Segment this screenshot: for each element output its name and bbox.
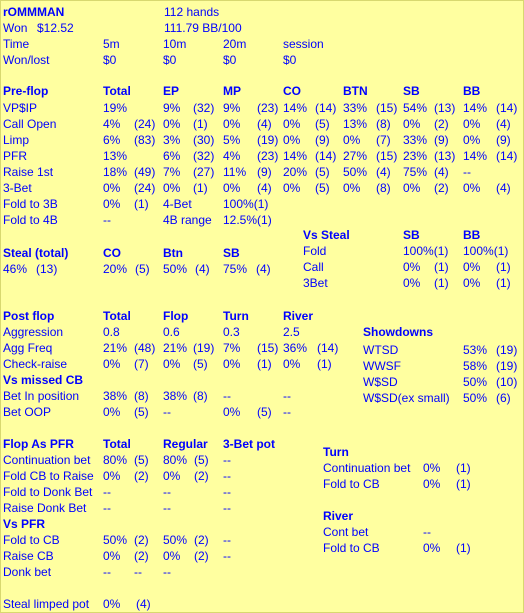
showdown-row-value: 53% [463,343,488,357]
vs-pfr-header: Vs PFR [3,517,46,531]
flop-pfr-row-label: Fold to Donk Bet [3,485,93,499]
flop-pfr-3bet-value: -- [223,485,231,499]
steal-col-btn: Btn [163,246,183,260]
preflop-header: Pre-flop [3,84,49,98]
preflop-cell-count: (9) [496,133,511,147]
aggression-flop: 0.6 [163,325,180,339]
agg-freq-value: 36% [283,341,308,355]
flop-pfr-3bet-value: -- [223,453,231,467]
preflop-total-count: (83) [134,133,156,147]
postflop-header: Post flop [3,309,55,323]
flop-pfr-total-value: -- [103,485,111,499]
preflop-cell-count: (5) [315,181,330,195]
showdown-row-count: (10) [496,375,518,389]
preflop-cell-value: -- [463,165,471,179]
preflop-total-value: 6% [103,133,121,147]
preflop-cell-count: (23) [257,149,279,163]
turn-header: Turn [323,445,349,459]
showdown-row-label: W$SD [363,375,398,389]
flop-pfr-3bet-value: -- [223,501,231,515]
aggression-total: 0.8 [103,325,120,339]
four-bet-range-label: 4B range [163,213,212,227]
showdown-row-label: WTSD [363,343,399,357]
preflop-total-count: (24) [134,117,156,131]
flop-pfr-total-value: 0% [103,469,121,483]
preflop-cell-value: 0% [223,181,241,195]
steal-cell-value: 75% [223,262,248,276]
check-raise-value: 0% [103,357,121,371]
preflop-cell-count: (30) [193,133,215,147]
preflop-cell-value: 75% [403,165,428,179]
vs-pfr-regular-count: (2) [194,549,209,563]
vs-steal-col-bb: BB [463,228,481,242]
steal-total-count: (13) [36,262,58,276]
vs-steal-bb-count: (1) [496,260,511,274]
postflop-col-river: River [283,309,314,323]
preflop-cell-value: 27% [343,149,368,163]
vs-pfr-row-label: Fold to CB [3,533,60,547]
preflop-col-mp: MP [223,84,241,98]
river-header: River [323,509,354,523]
agg-freq-value: 21% [163,341,188,355]
fold-to-3b-count: (1) [134,197,149,211]
preflop-cell-count: (9) [315,133,330,147]
time-10m: 10m [163,37,187,51]
vs-pfr-3bet-value: -- [223,533,231,547]
bet-in-position-value: -- [283,389,291,403]
preflop-col-bb: BB [463,84,481,98]
vs-pfr-row-label: Donk bet [3,565,52,579]
bet-oop-value: -- [283,405,291,419]
aggression-turn: 0.3 [223,325,240,339]
preflop-cell-count: (4) [496,117,511,131]
preflop-col-ep: EP [163,84,180,98]
four-bet-label: 4-Bet [163,197,192,211]
preflop-cell-count: (2) [434,181,449,195]
preflop-cell-count: (4) [257,117,272,131]
preflop-cell-value: 0% [163,117,181,131]
vs-pfr-total-count: (2) [134,549,149,563]
postflop-col-turn: Turn [223,309,249,323]
showdown-row-label: WWSF [363,359,401,373]
preflop-cell-value: 6% [163,149,181,163]
bet-in-position-count: (8) [134,389,149,403]
preflop-cell-count: (13) [434,101,456,115]
preflop-cell-count: (14) [496,101,518,115]
bet-in-position-label: Bet In position [3,389,80,403]
preflop-cell-count: (15) [376,149,398,163]
bet-in-position-value: 38% [163,389,188,403]
steal-cell-count: (4) [195,262,210,276]
check-raise-label: Check-raise [3,357,68,371]
preflop-row-label: 3-Bet [3,181,32,195]
steal-header: Steal (total) [3,246,69,260]
check-raise-value: 0% [283,357,301,371]
preflop-cell-count: (14) [496,149,518,163]
aggression-river: 2.5 [283,325,300,339]
preflop-cell-value: 0% [463,117,481,131]
vs-pfr-total-count: -- [134,565,142,579]
preflop-cell-count: (9) [257,165,272,179]
time-session: session [283,37,324,51]
wonlost-20m: $0 [223,53,237,67]
won-label: Won [3,21,28,35]
preflop-cell-value: 13% [343,117,368,131]
vs-pfr-regular-count: (2) [194,533,209,547]
preflop-cell-count: (9) [434,133,449,147]
flop-pfr-col-3bet-pot: 3-Bet pot [223,437,275,451]
steal-limped-count: (4) [136,597,151,611]
bet-oop-value: -- [163,405,171,419]
wonlost-5m: $0 [103,53,117,67]
preflop-cell-value: 0% [283,117,301,131]
preflop-cell-value: 0% [223,117,241,131]
vs-missed-cb-header: Vs missed CB [3,373,84,387]
preflop-col-co: CO [283,84,301,98]
showdown-row-count: (19) [496,359,518,373]
flop-pfr-3bet-value: -- [223,469,231,483]
flop-pfr-regular-value: 80% [163,453,188,467]
check-raise-count: (7) [134,357,149,371]
postflop-col-flop: Flop [163,309,189,323]
preflop-cell-value: 14% [283,149,308,163]
vs-pfr-total-value: 50% [103,533,128,547]
flop-pfr-col-regular: Regular [163,437,208,451]
vs-steal-row-label: Fold [303,244,327,258]
time-5m: 5m [103,37,120,51]
preflop-row-label: VP$IP [3,101,38,115]
preflop-cell-value: 11% [223,165,247,179]
vs-pfr-regular-value: 50% [163,533,188,547]
won-value: $12.52 [37,21,74,35]
check-raise-count: (1) [257,357,272,371]
vs-pfr-regular-value: 0% [163,549,181,563]
turn-row-label: Fold to CB [323,477,380,491]
four-bet-value: 100%(1) [223,197,269,211]
bet-oop-count: (5) [257,405,272,419]
preflop-cell-value: 0% [463,181,481,195]
preflop-cell-value: 7% [163,165,181,179]
check-raise-value: 0% [163,357,181,371]
preflop-cell-count: (23) [257,101,279,115]
preflop-cell-value: 0% [283,133,301,147]
time-20m: 20m [223,37,247,51]
showdown-row-value: 50% [463,391,488,405]
bet-oop-count: (5) [134,405,149,419]
steal-total-value: 46% [3,262,28,276]
preflop-cell-value: 33% [343,101,368,115]
showdown-row-value: 58% [463,359,488,373]
preflop-cell-count: (7) [376,133,391,147]
preflop-cell-value: 14% [463,101,488,115]
bet-in-position-value: 38% [103,389,128,403]
preflop-cell-value: 14% [463,149,488,163]
agg-freq-count: (15) [257,341,279,355]
flop-pfr-regular-value: -- [163,485,171,499]
four-bet-range-value: 12.5%(1) [223,213,272,227]
agg-freq-count: (48) [134,341,156,355]
steal-col-co: CO [103,246,121,260]
flop-pfr-total-count: (2) [134,469,149,483]
player-name: rOMMMAN [3,5,65,19]
preflop-cell-value: 3% [163,133,181,147]
preflop-cell-count: (8) [376,181,391,195]
flop-pfr-header: Flop As PFR [3,437,74,451]
preflop-col-total: Total [103,84,131,98]
flop-pfr-regular-value: 0% [163,469,181,483]
preflop-total-count: (49) [134,165,156,179]
wonlost-session: $0 [283,53,297,67]
check-raise-value: 0% [223,357,241,371]
preflop-row-label: Call Open [3,117,57,131]
preflop-cell-value: 0% [463,133,481,147]
preflop-cell-value: 23% [403,149,428,163]
preflop-total-value: 0% [103,181,121,195]
wonlost-10m: $0 [163,53,177,67]
preflop-total-value: 13% [103,149,128,163]
flop-pfr-total-value: 80% [103,453,128,467]
time-label: Time [3,37,30,51]
flop-pfr-regular-value: -- [163,501,171,515]
preflop-cell-count: (13) [434,149,456,163]
vs-pfr-total-value: -- [103,565,111,579]
preflop-cell-value: 0% [343,133,361,147]
vs-pfr-total-count: (2) [134,533,149,547]
flop-pfr-regular-count: (2) [194,469,209,483]
check-raise-count: (5) [193,357,208,371]
turn-row-value: 0% [423,477,441,491]
vs-pfr-row-label: Raise CB [3,549,54,563]
fold-to-3b-label: Fold to 3B [3,197,58,211]
preflop-total-count: (24) [134,181,156,195]
vs-steal-col-sb: SB [403,228,420,242]
check-raise-count: (1) [317,357,332,371]
preflop-total-value: 4% [103,117,121,131]
steal-cell-value: 50% [163,262,188,276]
flop-pfr-total-value: -- [103,501,111,515]
preflop-cell-value: 0% [343,181,361,195]
preflop-cell-value: 33% [403,133,428,147]
vs-steal-bb-value: 0% [463,276,481,290]
flop-pfr-total-count: (5) [134,453,149,467]
preflop-cell-count: (4) [434,165,449,179]
fold-to-3b-value: 0% [103,197,121,211]
bet-oop-value: 0% [103,405,121,419]
agg-freq-count: (14) [317,341,339,355]
steal-cell-value: 20% [103,262,128,276]
showdown-row-count: (19) [496,343,518,357]
river-row-value: -- [423,525,431,539]
hands-count: 112 hands [164,5,220,19]
river-row-count: (1) [456,541,471,555]
river-row-label: Cont bet [323,525,369,539]
flop-pfr-regular-count: (5) [194,453,209,467]
preflop-cell-value: 14% [283,101,308,115]
preflop-cell-value: 20% [283,165,308,179]
preflop-cell-count: (19) [257,133,279,147]
river-row-label: Fold to CB [323,541,380,555]
preflop-cell-value: 5% [223,133,241,147]
preflop-cell-value: 0% [403,181,421,195]
vs-steal-sb-count: (1) [434,276,449,290]
preflop-cell-value: 9% [223,101,241,115]
vs-steal-header: Vs Steal [303,228,350,242]
preflop-cell-count: (4) [376,165,391,179]
vs-pfr-regular-value: -- [163,565,171,579]
preflop-col-btn: BTN [343,84,368,98]
preflop-cell-count: (14) [315,149,337,163]
preflop-row-label: Raise 1st [3,165,54,179]
vs-pfr-total-value: 0% [103,549,121,563]
preflop-cell-value: 50% [343,165,368,179]
bet-oop-value: 0% [223,405,241,419]
showdown-row-count: (6) [496,391,511,405]
preflop-cell-count: (4) [257,181,272,195]
steal-col-sb: SB [223,246,240,260]
agg-freq-label: Agg Freq [3,341,53,355]
agg-freq-value: 7% [223,341,241,355]
wonlost-label: Won/lost [3,53,50,67]
preflop-cell-count: (32) [193,149,215,163]
preflop-cell-count: (5) [315,165,330,179]
flop-pfr-row-label: Continuation bet [3,453,91,467]
vs-steal-bb-value: 100%(1) [463,244,509,258]
bet-in-position-count: (8) [193,389,208,403]
postflop-col-total: Total [103,309,131,323]
turn-row-count: (1) [456,461,471,475]
flop-pfr-col-total: Total [103,437,131,451]
preflop-cell-count: (1) [193,181,208,195]
vs-steal-bb-value: 0% [463,260,481,274]
showdown-row-label: W$SD(ex small) [363,391,450,405]
vs-steal-sb-value: 0% [403,276,421,290]
preflop-cell-count: (15) [376,101,398,115]
steal-cell-count: (4) [256,262,271,276]
vs-steal-sb-value: 0% [403,260,421,274]
vs-steal-sb-count: (1) [434,260,449,274]
showdowns-header: Showdowns [363,325,433,339]
preflop-cell-count: (2) [434,117,449,131]
fold-to-4b-label: Fold to 4B [3,213,58,227]
preflop-cell-count: (8) [376,117,391,131]
preflop-cell-count: (32) [193,101,215,115]
preflop-row-label: Limp [3,133,30,147]
vs-steal-sb-value: 100%(1) [403,244,449,258]
preflop-col-sb: SB [403,84,420,98]
vs-steal-row-label: 3Bet [303,276,328,290]
preflop-total-value: 18% [103,165,128,179]
preflop-cell-value: 0% [403,117,421,131]
vs-steal-bb-count: (1) [496,276,511,290]
preflop-total-value: 19% [103,101,128,115]
turn-row-value: 0% [423,461,441,475]
vs-pfr-3bet-value: -- [223,549,231,563]
aggression-label: Aggression [3,325,64,339]
preflop-cell-count: (5) [315,117,330,131]
preflop-cell-value: 54% [403,101,428,115]
bet-in-position-value: -- [223,389,231,403]
showdown-row-value: 50% [463,375,488,389]
agg-freq-count: (19) [193,341,215,355]
bb-per-100: 111.79 BB/100 [164,21,242,35]
river-row-value: 0% [423,541,441,555]
agg-freq-value: 21% [103,341,128,355]
preflop-cell-value: 0% [163,181,181,195]
steal-cell-count: (5) [135,262,150,276]
fold-to-4b-value: -- [103,213,111,227]
preflop-cell-value: 4% [223,149,241,163]
preflop-cell-value: 9% [163,101,181,115]
preflop-cell-count: (14) [315,101,337,115]
vs-steal-row-label: Call [303,260,324,274]
turn-row-count: (1) [456,477,471,491]
flop-pfr-row-label: Fold CB to Raise [3,469,94,483]
preflop-row-label: PFR [3,149,27,163]
steal-limped-label: Steal limped pot [3,597,90,611]
flop-pfr-row-label: Raise Donk Bet [3,501,87,515]
preflop-cell-count: (27) [193,165,215,179]
preflop-cell-count: (4) [496,181,511,195]
bet-oop-label: Bet OOP [3,405,52,419]
preflop-cell-value: 0% [283,181,301,195]
turn-row-label: Continuation bet [323,461,411,475]
preflop-cell-count: (1) [193,117,208,131]
steal-limped-value: 0% [103,597,121,611]
